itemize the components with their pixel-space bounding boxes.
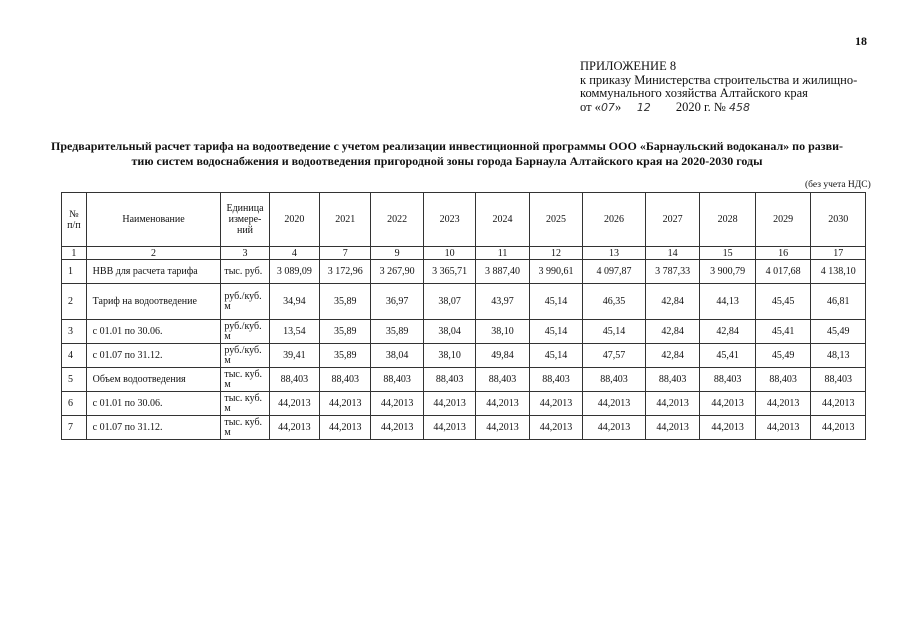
value-cell: 88,403 (476, 368, 529, 392)
row-number: 6 (62, 392, 87, 416)
column-numbering-row (62, 247, 866, 260)
value-cell: 47,57 (583, 344, 646, 368)
value-cell: 44,2013 (583, 416, 646, 440)
value-cell: 48,13 (811, 344, 866, 368)
row-number: 7 (62, 416, 87, 440)
row-unit: тыс. куб. м (221, 416, 269, 440)
row-unit: тыс. куб. м (221, 392, 269, 416)
column-header: 2021 (320, 193, 371, 247)
row-unit: руб./куб. м (221, 320, 269, 344)
value-cell: 3 172,96 (320, 260, 371, 284)
table-row (62, 320, 866, 344)
date-day: 07 (600, 100, 615, 114)
value-cell: 45,49 (755, 344, 811, 368)
value-cell: 4 138,10 (811, 260, 866, 284)
table-row (62, 344, 866, 368)
value-cell: 44,2013 (529, 392, 582, 416)
value-cell: 44,2013 (371, 392, 423, 416)
row-number: 2 (62, 284, 87, 320)
row-unit: руб./куб. м (221, 344, 269, 368)
appendix-block (580, 60, 857, 114)
table-row (62, 392, 866, 416)
column-number: 1 (62, 247, 87, 260)
value-cell: 45,14 (529, 344, 582, 368)
column-number: 9 (371, 247, 423, 260)
document-title-line-2: тию систем водоснабжения и водоотведения пригородной зоны города Барнаула Алтайского края на 2020-2030 годы (131, 153, 763, 168)
row-name: Объем водоотведения (86, 368, 221, 392)
column-number: 13 (583, 247, 646, 260)
value-cell: 44,2013 (476, 392, 529, 416)
value-cell: 35,89 (320, 344, 371, 368)
row-number: 3 (62, 320, 87, 344)
appendix-ministry-line: коммунального хозяйства Алтайского края (580, 86, 808, 100)
value-cell: 88,403 (269, 368, 319, 392)
value-cell: 88,403 (583, 368, 646, 392)
row-unit: руб./куб. м (221, 284, 269, 320)
column-number: 7 (320, 247, 371, 260)
value-cell: 44,2013 (583, 392, 646, 416)
value-cell: 3 900,79 (700, 260, 756, 284)
value-cell: 3 887,40 (476, 260, 529, 284)
value-cell: 88,403 (645, 368, 699, 392)
column-number: 17 (811, 247, 866, 260)
value-cell: 88,403 (529, 368, 582, 392)
value-cell: 44,2013 (811, 416, 866, 440)
row-number: 5 (62, 368, 87, 392)
table-body (62, 247, 866, 440)
column-header: 2020 (269, 193, 319, 247)
row-unit: тыс. руб. (221, 260, 269, 284)
value-cell: 44,2013 (700, 392, 756, 416)
value-cell: 42,84 (645, 344, 699, 368)
table-row (62, 284, 866, 320)
value-cell: 88,403 (700, 368, 756, 392)
column-header: 2028 (700, 193, 756, 247)
value-cell: 39,41 (269, 344, 319, 368)
column-header: 2025 (529, 193, 582, 247)
value-cell: 45,14 (529, 320, 582, 344)
value-cell: 35,89 (371, 320, 423, 344)
value-cell: 88,403 (811, 368, 866, 392)
column-number: 15 (700, 247, 756, 260)
row-name: с 01.07 по 31.12. (86, 344, 221, 368)
row-number: 4 (62, 344, 87, 368)
row-name: с 01.07 по 31.12. (86, 416, 221, 440)
value-cell: 45,14 (529, 284, 582, 320)
value-cell: 88,403 (320, 368, 371, 392)
row-name: Тариф на водоотведение (86, 284, 221, 320)
column-number: 3 (221, 247, 269, 260)
value-cell: 4 097,87 (583, 260, 646, 284)
value-cell: 34,94 (269, 284, 319, 320)
column-number: 16 (755, 247, 811, 260)
value-cell: 49,84 (476, 344, 529, 368)
value-cell: 43,97 (476, 284, 529, 320)
value-cell: 45,45 (755, 284, 811, 320)
column-header: 2030 (811, 193, 866, 247)
value-cell: 3 089,09 (269, 260, 319, 284)
appendix-date-line (580, 101, 857, 115)
table-row (62, 368, 866, 392)
document-title (14, 139, 880, 168)
column-header: Наименование (86, 193, 221, 247)
page-number: 18 (855, 34, 867, 48)
tariff-table (61, 192, 866, 440)
value-cell: 3 365,71 (423, 260, 475, 284)
value-cell: 44,2013 (320, 416, 371, 440)
value-cell: 44,2013 (320, 392, 371, 416)
column-header: Единица измере-ний (221, 193, 269, 247)
value-cell: 44,2013 (755, 416, 811, 440)
value-cell: 45,49 (811, 320, 866, 344)
date-mid: » (614, 99, 622, 114)
column-header: 2022 (371, 193, 423, 247)
value-cell: 45,41 (755, 320, 811, 344)
table-row (62, 260, 866, 284)
value-cell: 44,2013 (476, 416, 529, 440)
column-header: 2026 (583, 193, 646, 247)
value-cell: 45,14 (583, 320, 646, 344)
value-cell: 3 267,90 (371, 260, 423, 284)
value-cell: 38,04 (423, 320, 475, 344)
value-cell: 44,2013 (700, 416, 756, 440)
column-number: 4 (269, 247, 319, 260)
value-cell: 44,2013 (811, 392, 866, 416)
value-cell: 35,89 (320, 284, 371, 320)
vat-note: (без учета НДС) (805, 180, 871, 190)
value-cell: 38,07 (423, 284, 475, 320)
value-cell: 38,10 (423, 344, 475, 368)
table-row (62, 416, 866, 440)
value-cell: 44,2013 (755, 392, 811, 416)
value-cell: 38,04 (371, 344, 423, 368)
document-title-line-1: Предварительный расчет тарифа на водоотведение с учетом реализации инвестиционной программы ООО «Барнаульский водоканал» по разви- (51, 139, 843, 153)
row-name: с 01.01 по 30.06. (86, 320, 221, 344)
row-unit: тыс. куб. м (221, 368, 269, 392)
value-cell: 38,10 (476, 320, 529, 344)
column-header: 2023 (423, 193, 475, 247)
document-number: 458 (728, 100, 750, 114)
column-number: 12 (529, 247, 582, 260)
value-cell: 44,2013 (423, 416, 475, 440)
date-year: 2020 г. № (675, 99, 726, 114)
column-number: 10 (423, 247, 475, 260)
value-cell: 42,84 (645, 284, 699, 320)
column-header: № п/п (62, 193, 87, 247)
value-cell: 44,13 (700, 284, 756, 320)
value-cell: 42,84 (645, 320, 699, 344)
value-cell: 44,2013 (645, 416, 699, 440)
row-number: 1 (62, 260, 87, 284)
value-cell: 44,2013 (371, 416, 423, 440)
value-cell: 13,54 (269, 320, 319, 344)
table-header-row (62, 193, 866, 247)
value-cell: 46,81 (811, 284, 866, 320)
value-cell: 44,2013 (269, 416, 319, 440)
value-cell: 88,403 (371, 368, 423, 392)
value-cell: 3 787,33 (645, 260, 699, 284)
value-cell: 45,41 (700, 344, 756, 368)
value-cell: 4 017,68 (755, 260, 811, 284)
value-cell: 35,89 (320, 320, 371, 344)
value-cell: 46,35 (583, 284, 646, 320)
column-header: 2024 (476, 193, 529, 247)
row-name: с 01.01 по 30.06. (86, 392, 221, 416)
value-cell: 88,403 (423, 368, 475, 392)
column-header: 2029 (755, 193, 811, 247)
column-number: 11 (476, 247, 529, 260)
column-number: 14 (645, 247, 699, 260)
value-cell: 88,403 (755, 368, 811, 392)
value-cell: 36,97 (371, 284, 423, 320)
column-number: 2 (86, 247, 221, 260)
value-cell: 44,2013 (529, 416, 582, 440)
value-cell: 42,84 (700, 320, 756, 344)
column-header: 2027 (645, 193, 699, 247)
date-prefix: от « (580, 99, 601, 114)
value-cell: 44,2013 (423, 392, 475, 416)
appendix-title: ПРИЛОЖЕНИЕ 8 (580, 59, 677, 73)
value-cell: 44,2013 (645, 392, 699, 416)
row-name: НВВ для расчета тарифа (86, 260, 221, 284)
appendix-order-line: к приказу Министерства строительства и жилищно- (580, 72, 858, 87)
date-month: 12 (636, 100, 651, 114)
value-cell: 44,2013 (269, 392, 319, 416)
value-cell: 3 990,61 (529, 260, 582, 284)
